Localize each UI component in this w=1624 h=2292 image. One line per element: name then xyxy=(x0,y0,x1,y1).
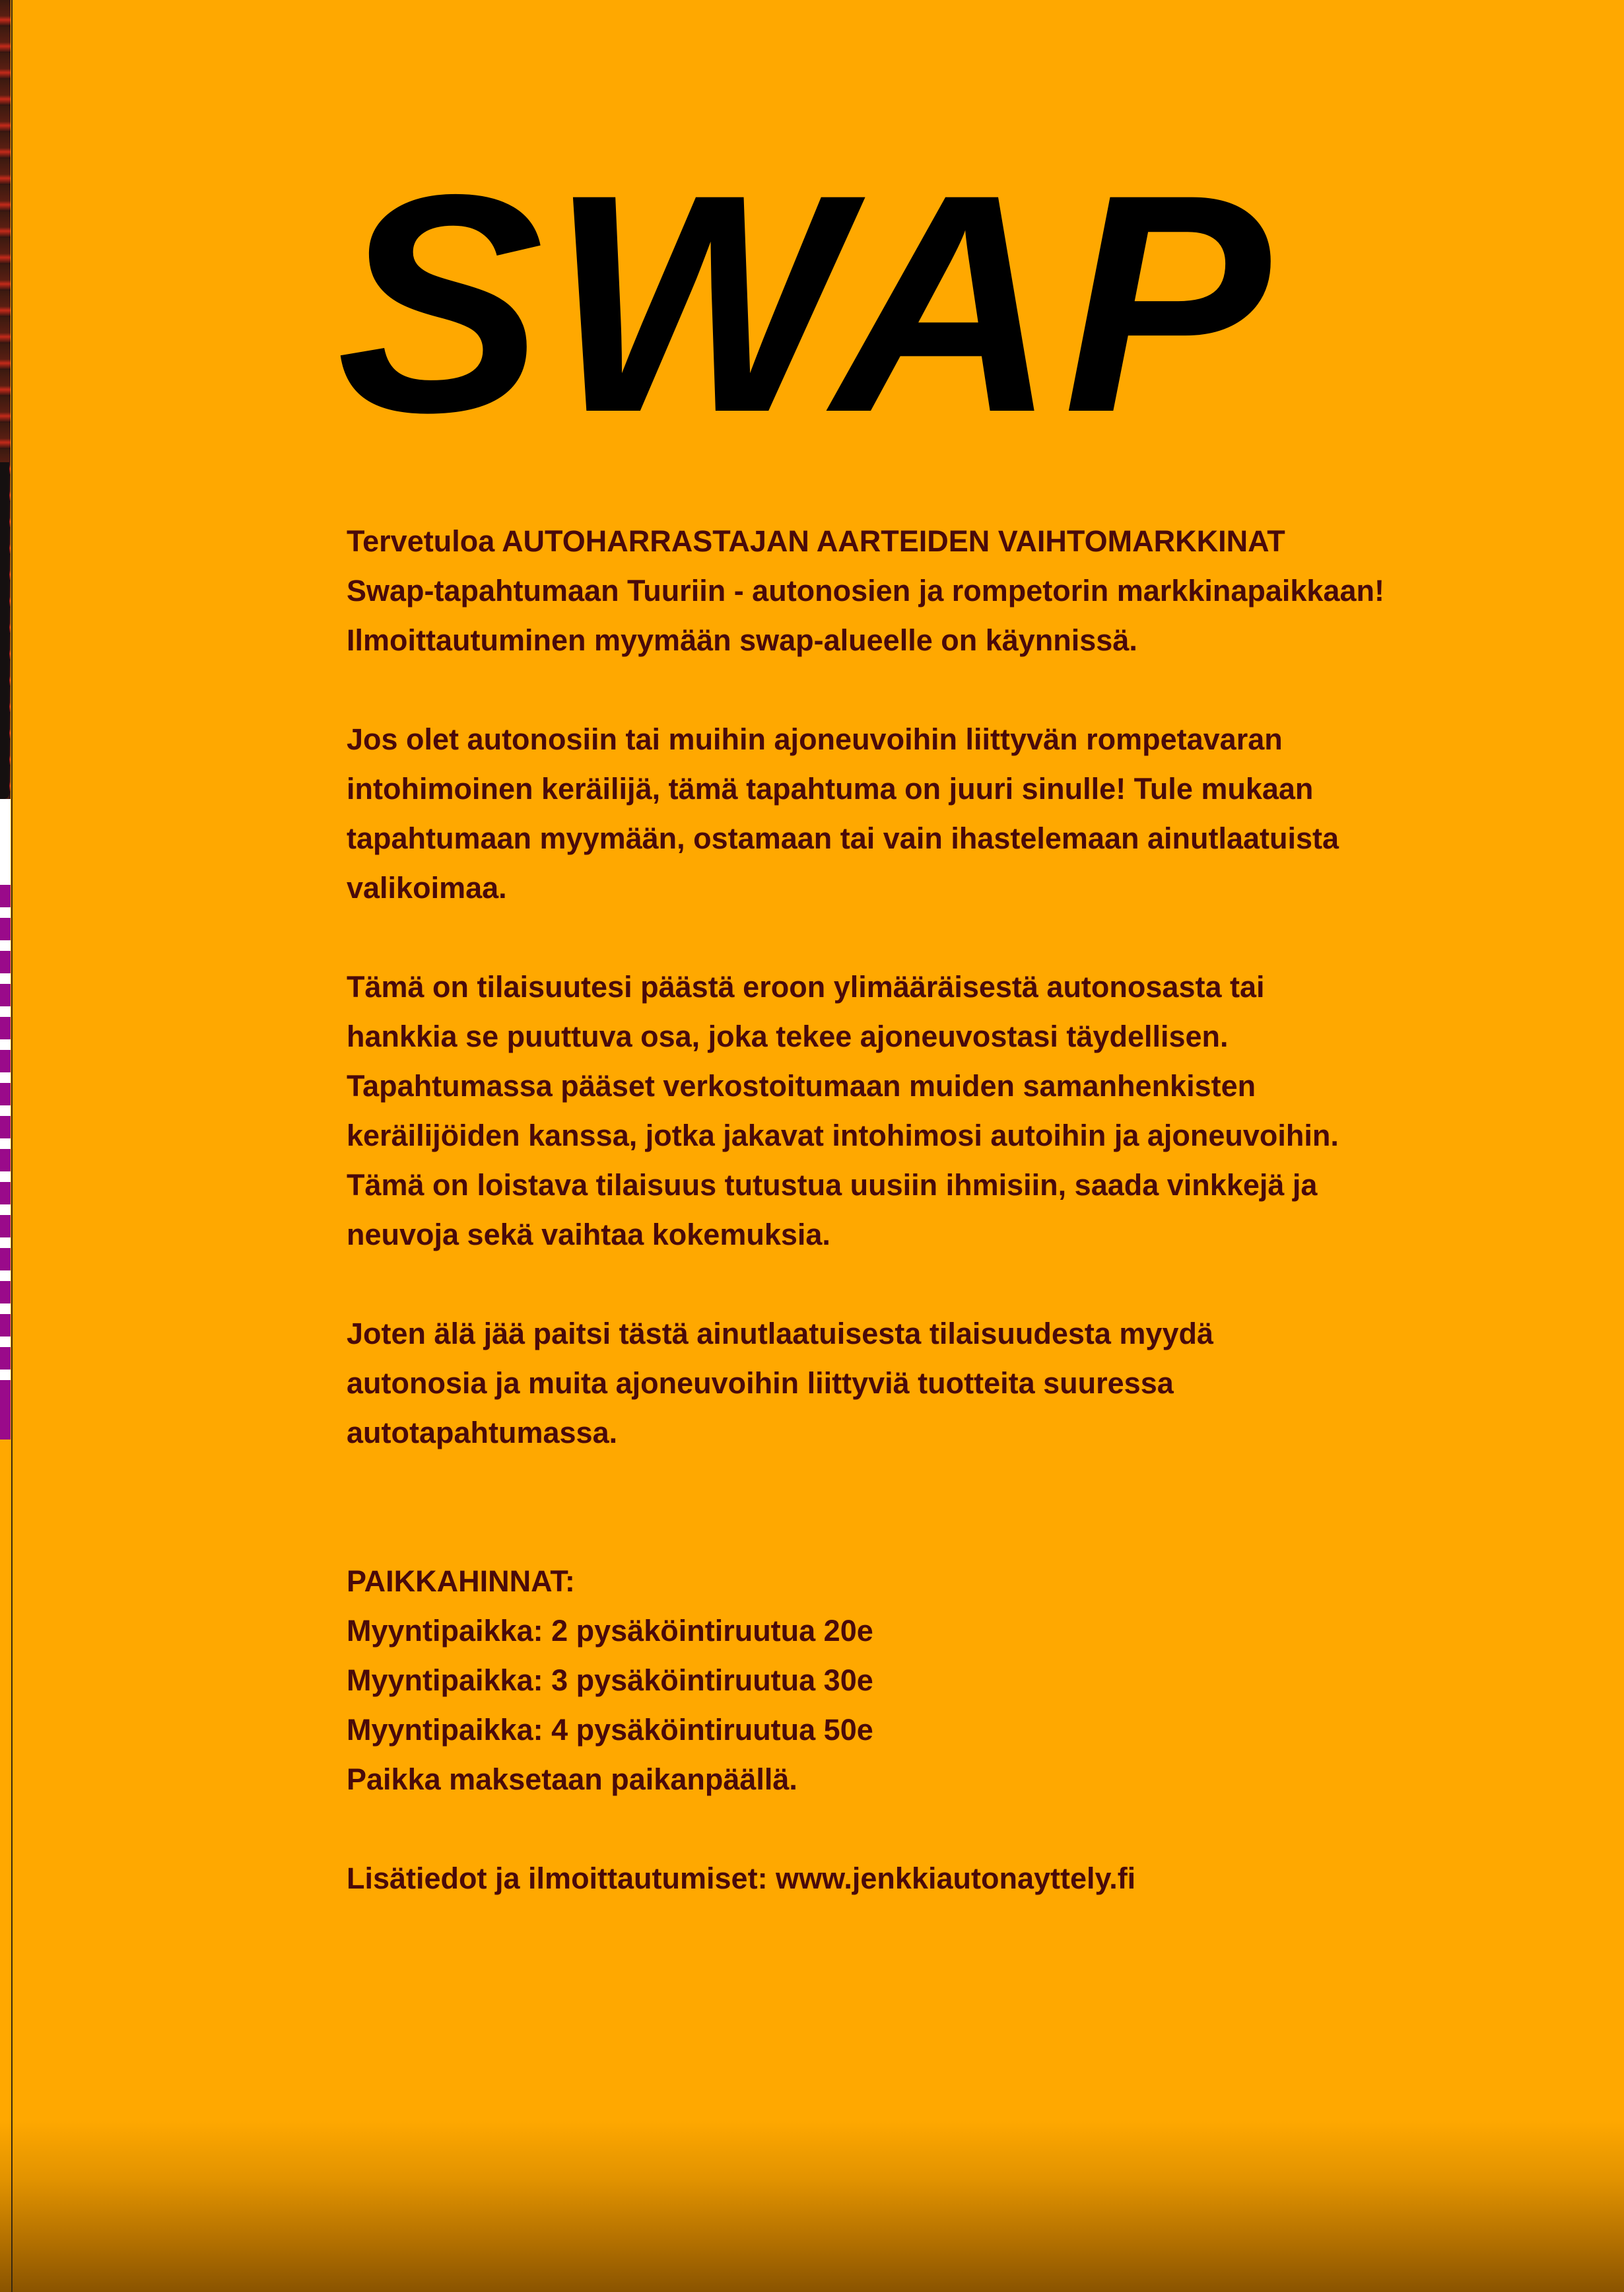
closing-line: Joten älä jää paitsi tästä ainutlaatuisesta tilaisuudesta myydä xyxy=(347,1317,1213,1350)
collectors-line: Jos olet autonosiin tai muihin ajoneuvoihin liittyvän rompetavaran xyxy=(347,722,1283,756)
contact-section xyxy=(347,1854,1508,1903)
contact-line: Lisätiedot ja ilmoittautumiset: www.jenkkiautonayttely.fi xyxy=(347,1861,1136,1895)
pricing-item: Myyntipaikka: 4 pysäköintiruutua 50e xyxy=(347,1713,873,1747)
pricing-heading: PAIKKAHINNAT: xyxy=(347,1564,575,1598)
paragraph-spacer xyxy=(347,913,1508,962)
pricing-section xyxy=(347,1556,1508,1804)
previous-page-edge xyxy=(0,0,12,2292)
payment-note: Paikka maksetaan paikanpäällä. xyxy=(347,1762,797,1796)
edge-black-section xyxy=(0,462,9,799)
collectors-paragraph xyxy=(347,714,1508,913)
intro-line: Swap-tapahtumaan Tuuriin - autonosien ja rompetorin markkinapaikkaan! xyxy=(347,574,1384,608)
paragraph-spacer xyxy=(347,1259,1508,1309)
opportunity-line: Tämä on tilaisuutesi päästä eroon ylimääräisestä autonosasta tai xyxy=(347,970,1265,1004)
edge-striped-section xyxy=(0,885,11,1440)
paragraph-spacer xyxy=(347,665,1508,714)
opportunity-line: keräilijöiden kanssa, jotka jakavat intohimosi autoihin ja ajoneuvoihin. xyxy=(347,1119,1339,1152)
edge-white-section xyxy=(0,799,11,885)
opportunity-line: hankkia se puuttuva osa, joka tekee ajoneuvostasi täydellisen. xyxy=(347,1020,1229,1053)
opportunity-line: Tämä on loistava tilaisuus tutustua uusiin ihmisiin, saada vinkkejä ja xyxy=(347,1168,1318,1202)
page-edge-line xyxy=(11,0,13,2292)
intro-line: Ilmoittautuminen myymään swap-alueelle on käynnissä. xyxy=(347,623,1137,657)
opportunity-line: Tapahtumassa pääset verkostoitumaan muiden samanhenkisten xyxy=(347,1069,1256,1103)
opportunity-paragraph xyxy=(347,962,1508,1259)
swap-headline: SWAP xyxy=(337,130,1277,477)
opportunity-line: neuvoja sekä vaihtaa kokemuksia. xyxy=(347,1218,830,1251)
closing-line: autotapahtumassa. xyxy=(347,1416,618,1449)
edge-purple-section xyxy=(0,1387,11,1440)
pricing-item: Myyntipaikka: 3 pysäköintiruutua 30e xyxy=(347,1663,873,1697)
section-spacer xyxy=(347,1457,1508,1556)
closing-paragraph xyxy=(347,1309,1508,1457)
flyer-body xyxy=(347,516,1508,1903)
collectors-line: tapahtumaan myymään, ostamaan tai vain ihastelemaan ainutlaatuista xyxy=(347,821,1339,855)
intro-paragraph xyxy=(347,516,1508,665)
collectors-line: valikoimaa. xyxy=(347,871,507,905)
collectors-line: intohimoinen keräilijä, tämä tapahtuma on juuri sinulle! Tule mukaan xyxy=(347,772,1314,806)
paragraph-spacer xyxy=(347,1804,1508,1854)
intro-line: Tervetuloa AUTOHARRASTAJAN AARTEIDEN VAIHTOMARKKINAT xyxy=(347,524,1285,558)
closing-line: autonosia ja muita ajoneuvoihin liittyviä tuotteita suuressa xyxy=(347,1366,1174,1400)
pricing-item: Myyntipaikka: 2 pysäköintiruutua 20e xyxy=(347,1614,873,1648)
